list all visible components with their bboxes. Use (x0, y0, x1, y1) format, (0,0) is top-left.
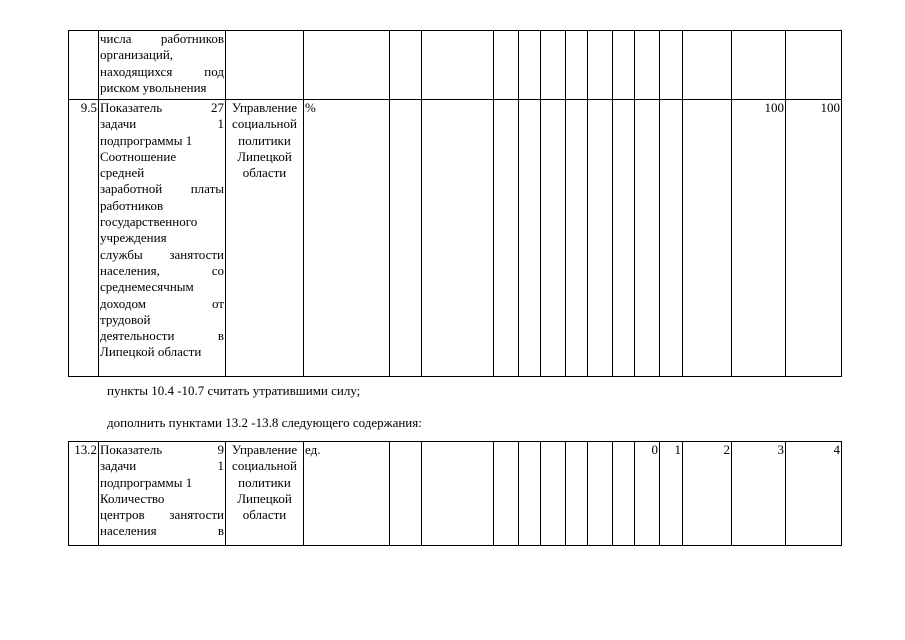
indicator-description: числа работников организаций, находящихся под риском увольнения (99, 31, 226, 100)
indicator-description: Показатель 27 задачи 1 подпрограммы 1 Соотношение средней заработной платы работников государственного учреждения службы занятости населения, со среднемесячным доходом от трудовой деятельности в Липецкой области (99, 100, 226, 377)
value-cell (588, 100, 613, 377)
paragraph-text: дополнить пунктами 13.2 -13.8 следующего содержания: (107, 415, 422, 430)
responsible-org: Управление социальной политики Липецкой области (226, 100, 304, 377)
value-cell (588, 442, 613, 546)
value-cell: 100 (786, 100, 842, 377)
value-cell (566, 100, 588, 377)
value-cell (390, 442, 422, 546)
indicators-table-bottom (68, 441, 842, 546)
value-cell (613, 100, 635, 377)
value-cell: 4 (786, 442, 842, 546)
value-cell (422, 100, 494, 377)
value-cell (613, 442, 635, 546)
row-number (69, 31, 99, 100)
indicator-description: Показатель 9 задачи 1 подпрограммы 1 Количество центров занятости населения в (99, 442, 226, 546)
value-cell (519, 100, 541, 377)
table-row (69, 31, 842, 100)
value-cell (422, 442, 494, 546)
table-row (69, 100, 842, 377)
responsible-org: Управление социальной политики Липецкой области (226, 442, 304, 546)
value-cell (541, 442, 566, 546)
row-number: 13.2 (69, 442, 99, 546)
value-cell (660, 100, 683, 377)
unit-of-measure: % (304, 100, 390, 377)
value-cell (683, 100, 732, 377)
value-cell (494, 100, 519, 377)
paragraph-text: пункты 10.4 -10.7 считать утратившими силу; (107, 383, 361, 398)
value-cell: 0 (635, 442, 660, 546)
value-cell (541, 100, 566, 377)
value-cell: 3 (732, 442, 786, 546)
table-row (69, 442, 842, 546)
value-cell (494, 442, 519, 546)
value-cell: 1 (660, 442, 683, 546)
value-cell (635, 100, 660, 377)
indicators-table-top (68, 30, 842, 377)
row-number: 9.5 (69, 100, 99, 377)
value-cell (390, 100, 422, 377)
value-cell (566, 442, 588, 546)
unit-of-measure: ед. (304, 442, 390, 546)
value-cell (519, 442, 541, 546)
responsible-org (226, 31, 304, 100)
value-cell: 100 (732, 100, 786, 377)
value-cell: 2 (683, 442, 732, 546)
